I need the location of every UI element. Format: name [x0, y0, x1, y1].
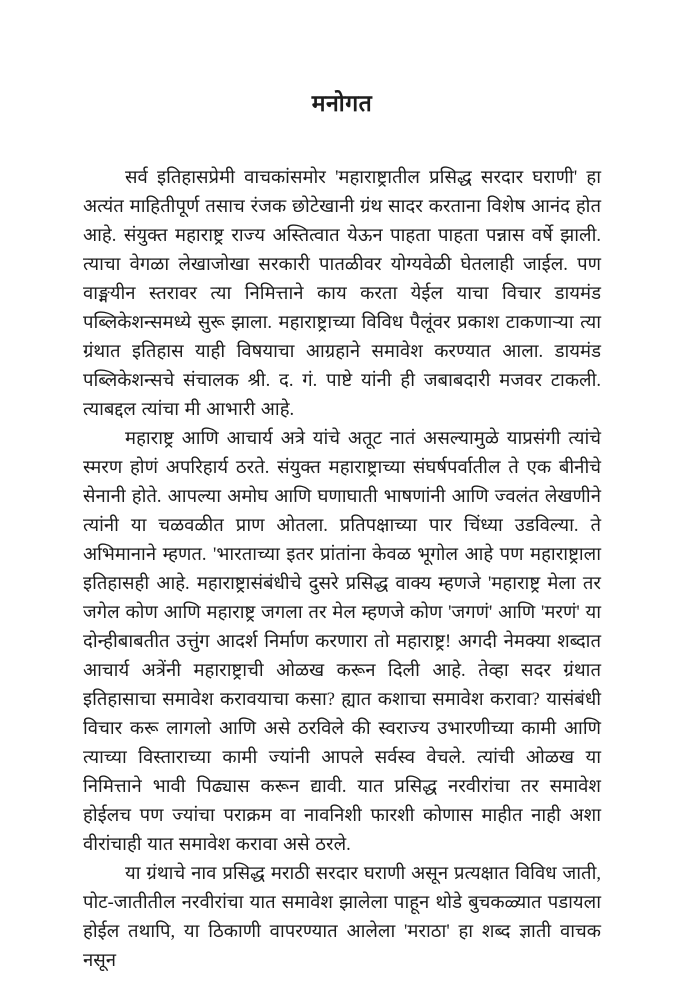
paragraph-2: महाराष्ट्र आणि आचार्य अत्रे यांचे अतूट नातं असल्यामुळे याप्रसंगी त्यांचे स्मरण होणं अपरिहार्य ठरते. संयुक्त महाराष्ट्राच्या संघर्षपर्वातील ते एक बीनीचे सेनानी होते. आपल्या अमोघ आणि घणाघाती भाषणांनी आणि ज्वलंत लेखणीने त्यांनी या चळवळीत प्राण ओतला. प्रतिपक्षाच्या पार चिंध्या उडविल्या. ते अभिमानाने म्हणत. 'भारताच्या इतर प्रांतांना केवळ भूगोल आहे पण महाराष्ट्राला इतिहासही आहे. महाराष्ट्रासंबंधीचे दुसरे प्रसिद्ध वाक्य म्हणजे 'महाराष्ट्र मेला तर जगेल कोण आणि महाराष्ट्र जगला तर मेल म्हणजे कोण 'जगणं' आणि 'मरणं' या दोन्हीबाबतीत उत्तुंग आदर्श निर्माण करणारा तो महाराष्ट्र! अगदी नेमक्या शब्दात आचार्य अत्रेंनी महाराष्ट्राची ओळख करून दिली आहे. तेव्हा सदर ग्रंथात इतिहासाचा समावेश करावयाचा कसा? ह्यात कशाचा समावेश करावा? यासंबंधी विचार करू लागलो आणि असे ठरविले की स्वराज्य उभारणीच्या कामी आणि त्याच्या विस्ताराच्या कामी ज्यांनी आपले सर्वस्व वेचले. त्यांची ओळख या निमित्ताने भावी पिढ्यास करून द्यावी. यात प्रसिद्ध नरवीरांचा तर समावेश होईलच पण ज्यांचा पराक्रम वा नावनिशी फारशी कोणास माहीत नाही अशा वीरांचाही यात समावेश करावा असे ठरले. — [83, 429, 601, 855]
page-body — [83, 164, 601, 976]
paragraph-1: सर्व इतिहासप्रेमी वाचकांसमोर 'महाराष्ट्रातील प्रसिद्ध सरदार घराणी' हा अत्यंत माहितीपूर्ण तसाच रंजक छोटेखानी ग्रंथ सादर करताना विशेष आनंद होत आहे. संयुक्त महाराष्ट्र राज्य अस्तित्वात येऊन पाहता पाहता पन्नास वर्षे झाली. त्याचा वेगळा लेखाजोखा सरकारी पातळीवर योग्यवेळी घेतलाही जाईल. पण वाङ्मयीन स्तरावर त्या निमित्ताने काय करता येईल याचा विचार डायमंड पब्लिकेशन्समध्ये सुरू झाला. महाराष्ट्राच्या विविध पैलूंवर प्रकाश टाकणाऱ्या त्या ग्रंथात इतिहास याही विषयाचा आग्रहाने समावेश करण्यात आला. डायमंड पब्लिकेशन्सचे संचालक श्री. द. गं. पाष्टे यांनी ही जबाबदारी मजवर टाकली. त्याबद्दल त्यांचा मी आभारी आहे. — [83, 168, 601, 420]
paragraph-3: या ग्रंथाचे नाव प्रसिद्ध मराठी सरदार घराणी असून प्रत्यक्षात विविध जाती, पोट-जातीतील नरवीरांचा यात समावेश झालेला पाहून थोडे बुचकळ्यात पडायला होईल तथापि, या ठिकाणी वापरण्यात आलेला 'मराठा' हा शब्द ज्ञाती वाचक नसून — [83, 864, 601, 971]
page-title: मनोगत — [311, 91, 373, 116]
